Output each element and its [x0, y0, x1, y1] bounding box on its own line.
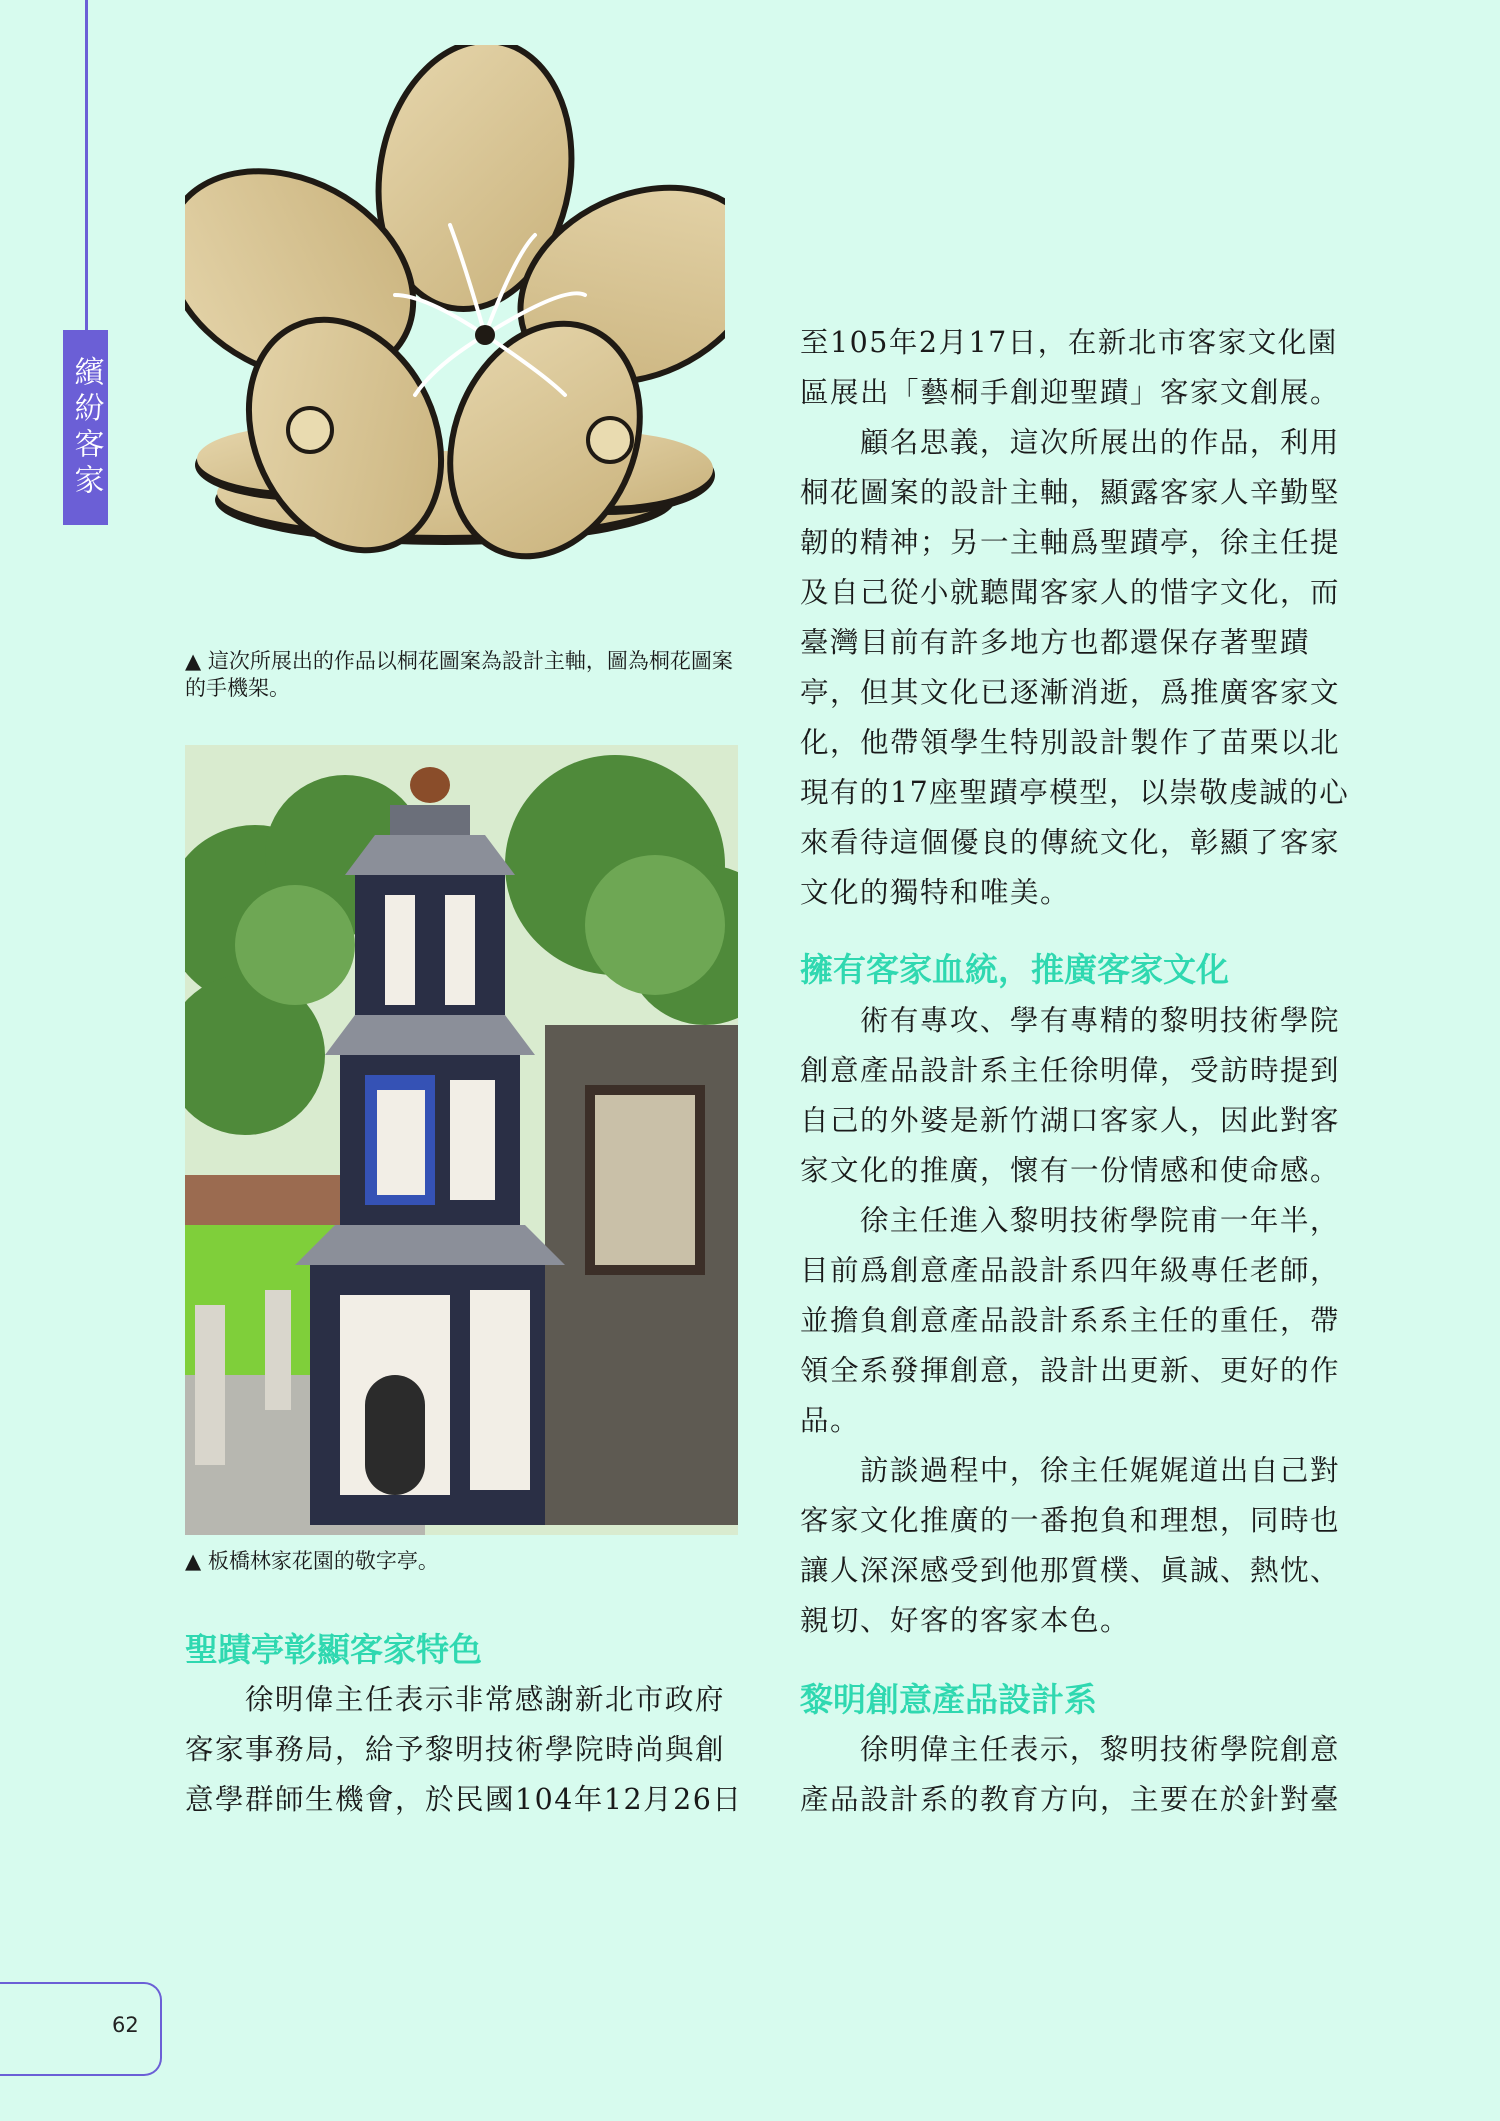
left-paragraph: 徐明偉主任表示非常感謝新北市政府客家事務局，給予黎明技術學院時尚與創意學群師生機會，於民國104年12月26日	[185, 1683, 743, 1816]
right-body-bottom	[800, 1725, 1360, 1825]
pagoda-caption: ▲ 板橋林家花園的敬字亭。	[185, 1549, 439, 1573]
left-body	[185, 1675, 750, 1825]
paragraph-4: 訪談過程中，徐主任娓娓道出自己對客家文化推廣的一番抱負和理想，同時也讓人深深感受到他那質樸、眞誠、熱忱、親切、好客的客家本色。	[800, 1454, 1341, 1637]
paragraph-5: 徐明偉主任表示，黎明技術學院創意產品設計系的教育方向，主要在於針對臺	[800, 1733, 1341, 1816]
paragraph-2: 術有專攻、學有專精的黎明技術學院創意產品設計系主任徐明偉，受訪時提到自己的外婆是新竹湖口客家人，因此對客家文化的推廣，懷有一份情感和使命感。	[800, 1004, 1341, 1187]
left-heading: 聖蹟亭彰顯客家特色	[185, 1630, 482, 1669]
section-tab	[63, 330, 108, 525]
right-heading-2: 擁有客家血統，推廣客家文化	[800, 950, 1229, 989]
section-label: 繽紛客家	[68, 356, 104, 500]
pagoda-photo	[185, 745, 738, 1535]
intro-paragraph: 至105年2月17日，在新北市客家文化園區展出「藝桐手創迎聖蹟」客家文創展。	[800, 326, 1341, 409]
sidebar-line	[85, 0, 88, 330]
flower-caption: ▲ 這次所展出的作品以桐花圖案為設計主軸，圖為桐花圖案的手機架。	[185, 649, 733, 700]
right-body-top	[800, 318, 1360, 918]
flower-phone-stand-image	[185, 45, 725, 605]
right-body-middle	[800, 996, 1360, 1646]
right-heading-3: 黎明創意產品設計系	[800, 1680, 1097, 1719]
page-number: 62	[112, 2013, 139, 2037]
paragraph-3: 徐主任進入黎明技術學院甫一年半，目前爲創意產品設計系四年級專任老師，並擔負創意產品設計系系主任的重任，帶領全系發揮創意，設計出更新、更好的作品。	[800, 1204, 1341, 1437]
paragraph-1: 顧名思義，這次所展出的作品，利用桐花圖案的設計主軸，顯露客家人辛勤堅韌的精神；另一主軸爲聖蹟亭，徐主任提及自己從小就聽聞客家人的惜字文化，而臺灣目前有許多地方也都還保存著聖蹟亭，但其文化已逐漸消逝，爲推廣客家文化，他帶領學生特別設計製作了苗栗以北現有的17座聖蹟亭模型，以崇敬虔誠的心來看待這個優良的傳統文化，彰顯了客家文化的獨特和唯美。	[800, 426, 1350, 909]
